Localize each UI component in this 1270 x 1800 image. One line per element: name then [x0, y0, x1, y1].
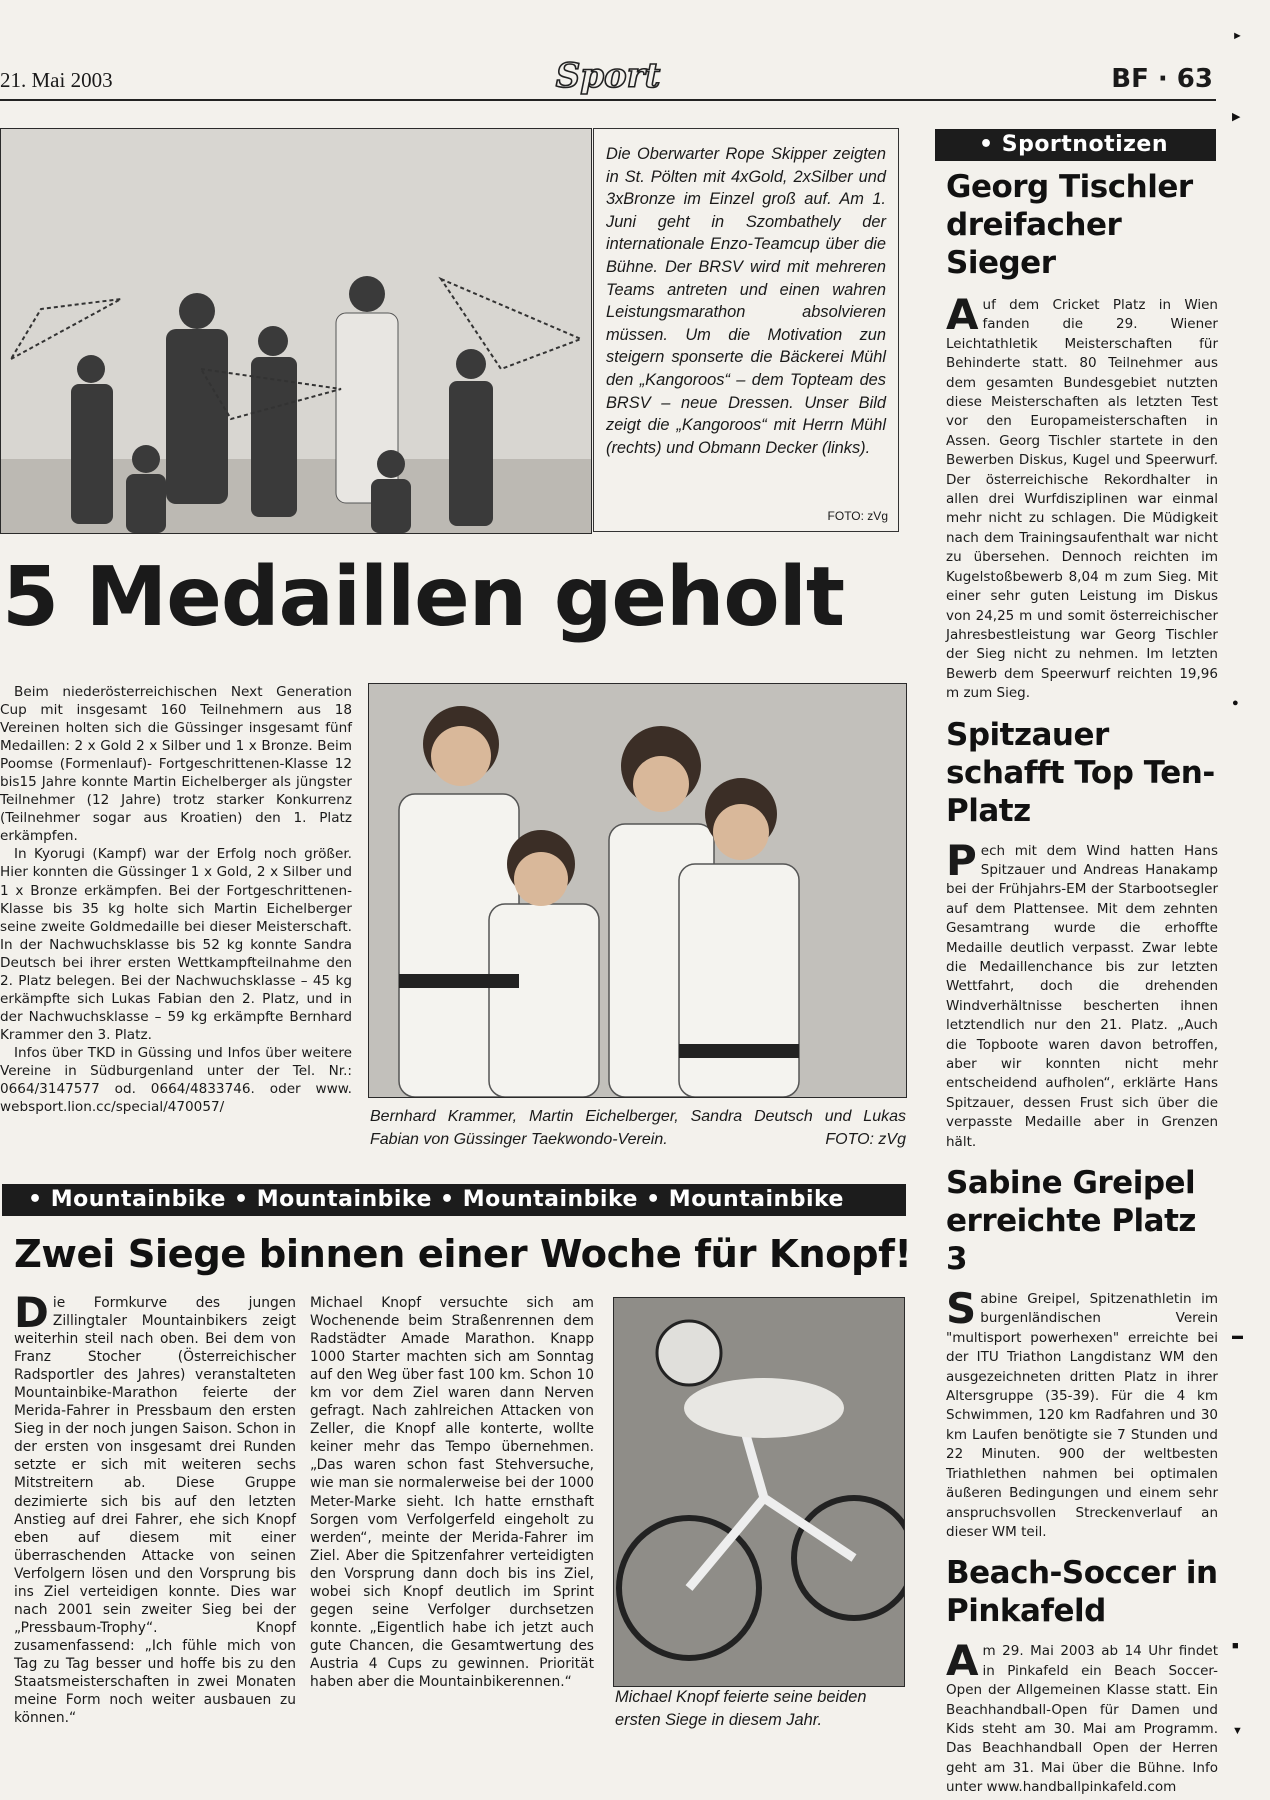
mountainbike-photo [613, 1297, 905, 1687]
taekwondo-photo [368, 683, 907, 1098]
mountainbike-banner: • Mountainbike • Mountainbike • Mountainbike • Mountainbike [2, 1184, 906, 1216]
margin-marker-icon: ▼ [1232, 1725, 1243, 1737]
notiz-text [946, 1636, 1218, 1797]
notiz-body: ech mit dem Wind hatten Hans Spitzauer und Andreas Hanakamp bei der Frühjahrs-EM der Starbootsegler auf dem Plattensee. Mit dem zehnten Gesamtrang wurde die erhoffte Medaille deutlich verpasst. Zwar lebte die Medaillenchance bis zur letzten Wettfahrt, doch die drehenden Windverhältnisse bescherten ihnen letztendlich nur den 21. Platz. „Auch die Topboote waren davon betroffen, aber wir konnten nicht mehr entscheidend aufholen“, erklärte Hans Spitzauer, dessen Frust sich über die verpasste Medaille aber in Grenzen hält. [946, 842, 1218, 1150]
notiz-text [946, 835, 1218, 1153]
notiz-body: uf dem Cricket Platz in Wien fanden die 29. Wiener Leichtathletik Meisterschaften für Behinderte statt. 80 Teilnehmer aus dem gesamten Bundesgebiet nutzten diese Meisterschaften als letzten Test vor den Europameisterschaften in Assen. Georg Tischler startete in den Bewerben Diskus, Kugel und Speerwurf. Der österreichische Rekordhalter in allen drei Wurfdisziplinen war einmal mehr nicht zu schlagen. Die Müdigkeit nach dem Trainingsaufenthalt war nicht zu übersehen. Dennoch reichten im Kugelstoßbewerb 8,04 m zum Sieg. Mit einer sehr guten Leistung im Diskus von 24,25 m und somit österreichischer Jahresbestleistung war Georg Tischler der Sieg nicht zu nehmen. Im letzten Bewerb dem Speerwurf reichten 19,96 m zum Sieg. [946, 297, 1218, 702]
rope-skipper-caption-box [593, 128, 899, 532]
mountainbike-column-2 [310, 1294, 594, 1691]
sportnotizen-column [946, 164, 1218, 1798]
notiz-body: abine Greipel, Spitzenathletin im burgenländischen Verein "multisport powerhexen" erreichte bei der ITU Triathon Langdistanz WM den ausgezeichneten dritten Platz in ihrer Altersgruppe (35-39). Für die 4 km Schwimmen, 120 km Radfahren und 30 km Laufen benötigte sie 7 Stunden und 22 Minuten. 900 der weltbesten Triathlethen nahmen bei optimalen äußeren Bedingungen und einem sehr anspruchsvollen Streckenverlauf an dieser WM teil. [946, 1291, 1218, 1540]
mountainbike-body-1: ie Formkurve des jungen Zillingtaler Mountainbikers zeigt weiterhin steil nach oben. Bei dem von Franz Stocher (Österreichischer Radsportler des Jahres) veranstalteten Mountainbike-Marathon feierte der Merida-Fahrer in Pressbaum den ersten Sieg in der noch jungen Saison. Schon in der ersten von insgesamt drei Runden setzte er sich mit weiteren sechs Mitstreitern ab. Diese Gruppe dezimierte sich bis auf den letzten Anstieg auf drei Fahrer, ehe sich Knopf eben auf diesem mit einer überraschenden Attacke von seinen Verfolgern lösen und den Vorsprung bis ins Ziel verteidigen konnte. Dies war nach 2001 sein zweiter Sieg bei der „Pressbaum-Trophy“. Knopf zusamenfassend: „Ich fühle mich von Tag zu Tag besser und hoffe bis zu den Staatsmeisterschaften in zwei Monaten meine Form noch weiter ausbauen zu können.“ [14, 1295, 296, 1727]
notiz-title: Spitzauer schafft Top Ten-Platz [946, 716, 1215, 829]
rope-skipper-credit: FOTO: zVg [827, 509, 888, 523]
taekwondo-paragraph: Infos über TKD in Güssing und Infos über weitere Vereine in Südburgenland unter der Tel. Nr.: 0664/3147577 od. 0664/4833746. oder www. websport.lion.cc/special/470057/ [0, 1044, 352, 1116]
taekwondo-body [0, 683, 352, 1116]
taekwondo-paragraph: In Kyorugi (Kampf) war der Erfolg noch größer. Hier konnten die Güssinger 1 x Gold, 2 x Silber und 1 x Bronze erkämpfen. Bei der Fortgeschrittenen-Klasse bis 35 kg holte sich Martin Eichelberger seine zweite Goldmedaille bei dieser Meisterschaft. In der Nachwuchsklasse bis 52 kg konnte Sandra Deutsch bei ihrer ersten Wettkampfteilnahme den 2. Platz belegen. Bei der Nachwuchsklasse – 45 kg erkämpfte sich Lukas Fabian den 2. Platz, und in der Nachwuchsklasse – 59 kg erkämpfte Bernhard Krammer den 3. Platz. [0, 846, 352, 1043]
taekwondo-credit: FOTO: zVg [825, 1130, 906, 1148]
mountainbike-caption: Michael Knopf feierte seine beiden ersten Siege in diesem Jahr. [615, 1688, 867, 1729]
notiz-item [946, 1164, 1218, 1542]
margin-marker-icon: ▶ [1232, 111, 1241, 123]
dropcap-letter: A [946, 290, 979, 339]
dropcap-letter: P [946, 835, 977, 885]
taekwondo-headline: 5 Medaillen geholt [2, 550, 845, 645]
margin-marker-icon: ► [1232, 30, 1243, 42]
notiz-item [946, 716, 1218, 1153]
notiz-item [946, 1554, 1218, 1797]
mountainbike-column-1 [14, 1288, 296, 1727]
dropcap-letter: S [946, 1284, 977, 1334]
header-rule [0, 99, 1216, 101]
mountainbike-text-2: Michael Knopf versuchte sich am Wochenende beim Straßenrennen dem Radstädter Amade Marathon. Knapp 1000 Starter machten sich am Sonntag auf den Weg über fast 100 km. Schon 10 km vor dem Ziel waren dann Nerven gefragt. Nach zahlreichen Attacken von Zeller, die Knopf alle konterte, wollte keiner mehr das Tempo übernehmen. „Das waren schon fast Stehversuche, wie man sie normalerweise bei der 1000 Meter-Marke sieht. Ich hatte ernsthaft Sorgen vom Verfolgerfeld eingeholt zu werden“, meinte der Merida-Fahrer im Ziel. Aber die Spitzenfahrer verteidigten den Vorsprung dann doch bis ins Ziel, wobei sich Knopf deutlich im Sprint gegen seine Verfolger durchsetzen konnte. „Eigentlich habe ich jetzt auch gute Chancen, die Gesamtwertung des Austria 4 Cups zu gewinnen. Priorität haben aber die Mountainbikerennen.“ [310, 1295, 594, 1690]
notiz-text [946, 1284, 1218, 1542]
taekwondo-caption-body: Bernhard Krammer, Martin Eichelberger, Sandra Deutsch und Lukas Fabian von Güssinger Taekwondo-Verein. [370, 1108, 906, 1148]
dropcap-letter: D [14, 1288, 49, 1337]
rope-skipper-caption: Die Oberwarter Rope Skipper zeigten in St. Pölten mit 4xGold, 2xSilber und 3xBronze im Einzel groß auf. Am 1. Juni geht in Szombathely der internationale Enzo-Teamcup über die Bühne. Der BRSV wird mit mehreren Teams antreten und einen wahren Leistungsmarathon absolvieren müssen. Um die Motivation zun steigern sponserte die Bäckerei Mühl den „Kangoroos“ – dem Topteam des BRSV – neue Dressen. Unser Bild zeigt die „Kangoroos“ mit Herrn Mühl (rechts) und Obmann Decker (links). [606, 145, 886, 457]
section-title: Sport [555, 56, 661, 96]
margin-marker-icon: ▬ [1232, 1330, 1243, 1342]
mountainbike-headline: Zwei Siege binnen einer Woche für Knopf! [14, 1232, 912, 1277]
sportnotizen-banner: • Sportnotizen [935, 129, 1216, 161]
page-date: 21. Mai 2003 [0, 68, 113, 92]
margin-marker-icon: ■ [1232, 1640, 1239, 1652]
taekwondo-caption [370, 1106, 906, 1151]
notiz-body: m 29. Mai 2003 ab 14 Uhr findet in Pinkafeld ein Beach Soccer-Open der Allgemeinen Klasse statt. Ein Beachhandball-Open für Damen und Kids steht am 30. Mai am Programm. Das Beachhandball Open der Herren geht am 31. Mai über die Bühne. Info unter www.handballpinkafeld.com [946, 1643, 1218, 1796]
rope-skipper-photo [0, 128, 592, 534]
notiz-title: Sabine Greipel erreichte Platz 3 [946, 1165, 1196, 1278]
page-number: BF · 63 [1111, 64, 1213, 94]
margin-marker-icon: ● [1232, 697, 1239, 709]
notiz-text [946, 290, 1218, 704]
notiz-title: Beach-Soccer in Pinkafeld [946, 1555, 1218, 1630]
mountainbike-text-1 [14, 1288, 296, 1727]
dropcap-letter: A [946, 1636, 979, 1686]
notiz-title: Georg Tischler dreifacher Sieger [946, 169, 1193, 281]
taekwondo-paragraph: Beim niederösterreichischen Next Generation Cup mit insgesamt 160 Teilnehmern aus 18 Vereinen holten sich die Güssinger insgesamt fünf Medaillen: 2 x Gold 2 x Silber und 1 x Bronze. Beim Poomse (Formenlauf)- Fortgeschrittenen-Klasse 12 bis15 Jahre konnte Martin Eichelberger als jüngster Teilnehmer (12 Jahre) trotz starker Konkurrenz (Teilnehmer sogar aus Kroatien) den 1. Platz erkämpfen. [0, 684, 352, 845]
notiz-item [946, 168, 1218, 704]
taekwondo-caption-text [370, 1106, 906, 1151]
